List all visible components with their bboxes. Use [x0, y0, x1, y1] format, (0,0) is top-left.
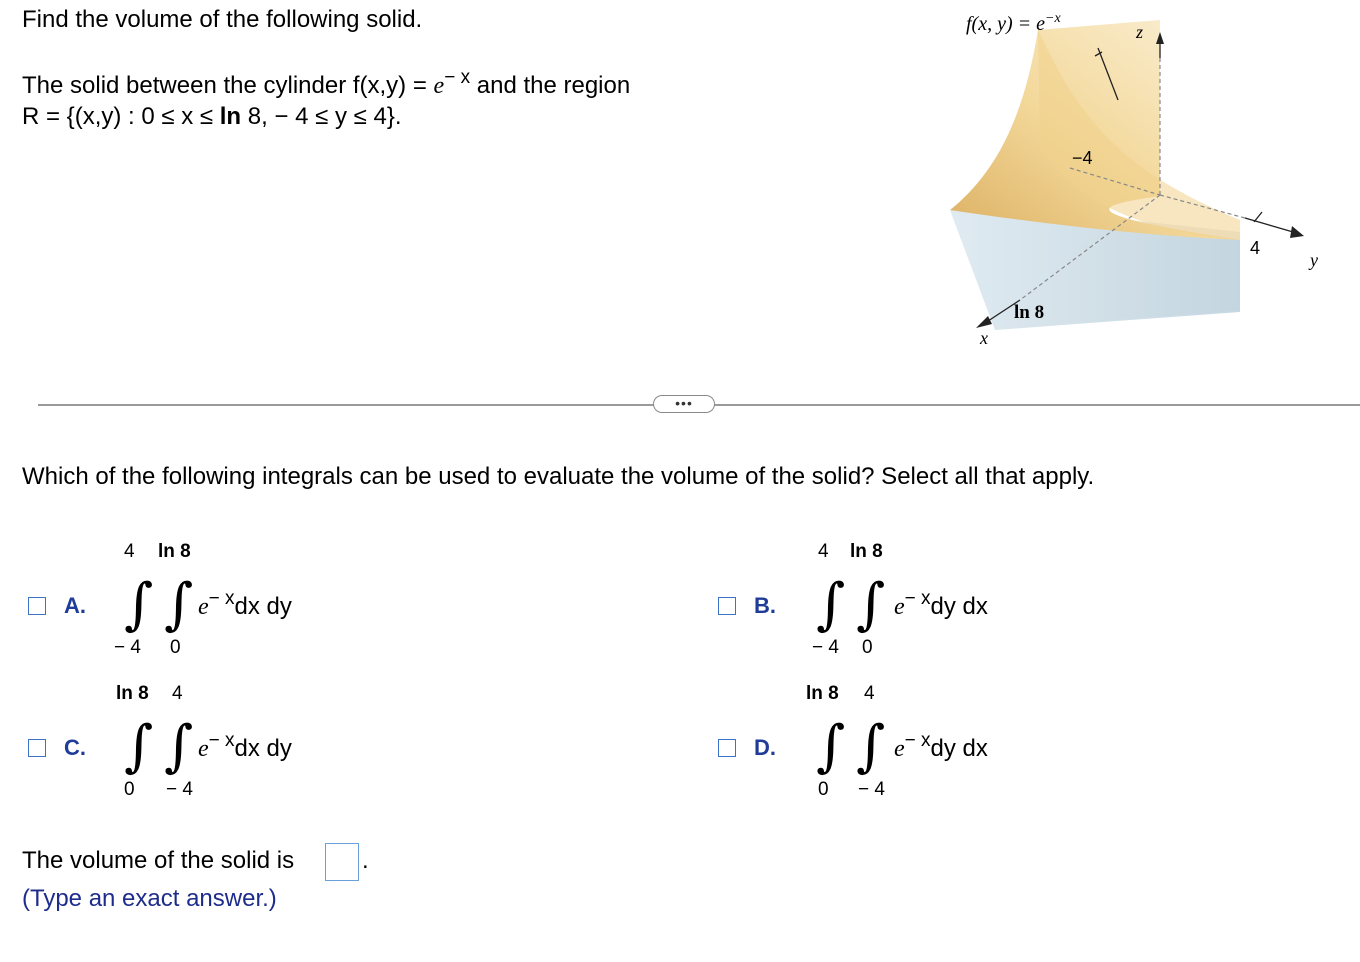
- option-c-inner-lower: − 4: [166, 779, 193, 800]
- solid-figure: [940, 0, 1360, 360]
- answer-hint: (Type an exact answer.): [22, 885, 277, 912]
- option-b-integrand: [894, 588, 988, 623]
- option-a-outer-upper: 4: [124, 541, 135, 562]
- option-c-inner-integral-icon: ∫: [164, 714, 194, 779]
- option-c-inner-upper: 4: [172, 683, 183, 704]
- option-a-checkbox[interactable]: [28, 597, 46, 615]
- option-a-integrand: [198, 588, 292, 623]
- option-c-outer-lower: 0: [124, 779, 135, 800]
- option-b-outer-integral-icon: ∫: [816, 572, 846, 637]
- option-b-letter: B.: [754, 593, 776, 618]
- option-d-inner-lower: − 4: [858, 779, 885, 800]
- option-b-diff: dy dx: [930, 593, 988, 620]
- option-a-inner-integral-icon: ∫: [164, 572, 194, 637]
- region-definition: [22, 103, 402, 131]
- question-prompt: Which of the following integrals can be used to evaluate the volume of the solid? Select all that apply.: [22, 463, 1095, 490]
- problem-title: Find the volume of the following solid.: [22, 6, 423, 33]
- desc-eq: =: [412, 72, 427, 99]
- option-b-e: e: [894, 594, 905, 620]
- option-d: [718, 681, 1038, 801]
- volume-answer-input[interactable]: [325, 843, 359, 881]
- option-c-exp: − x: [208, 730, 235, 751]
- region-suffix: − 4 ≤ y ≤ 4}.: [274, 103, 402, 130]
- option-b-inner-integral-icon: ∫: [856, 572, 886, 637]
- z-label: z: [1136, 22, 1144, 42]
- region-ln: ln: [219, 103, 242, 130]
- option-d-letter: D.: [754, 735, 776, 760]
- option-b-inner-upper: ln 8: [850, 541, 883, 562]
- option-a-inner-lower: 0: [170, 637, 181, 658]
- option-d-inner-upper: 4: [864, 683, 875, 704]
- option-d-diff: dy dx: [930, 735, 988, 762]
- option-b-outer-upper: 4: [818, 541, 829, 562]
- option-a-letter: A.: [64, 593, 86, 618]
- y-arrow-icon: [1290, 226, 1304, 238]
- expand-more-button[interactable]: •••: [653, 395, 715, 413]
- option-c-integrand: [198, 730, 292, 765]
- option-a-outer-lower: − 4: [114, 637, 141, 658]
- answer-label: The volume of the solid is: [22, 847, 295, 874]
- option-c-letter: C.: [64, 735, 86, 760]
- option-d-outer-integral-icon: ∫: [816, 714, 846, 779]
- option-c-checkbox[interactable]: [28, 739, 46, 757]
- y-label: y: [1310, 250, 1318, 270]
- option-b-outer-lower: − 4: [812, 637, 839, 658]
- option-b-inner-lower: 0: [862, 637, 873, 658]
- label-neg4: −4: [1072, 148, 1093, 168]
- option-a-diff: dx dy: [234, 593, 292, 620]
- option-d-checkbox[interactable]: [718, 739, 736, 757]
- option-a: [28, 539, 348, 659]
- option-d-outer-lower: 0: [818, 779, 829, 800]
- region-prefix: R = {(x,y) : 0 ≤ x ≤: [22, 103, 214, 130]
- option-c-e: e: [198, 736, 209, 762]
- option-b-exp: − x: [904, 588, 931, 609]
- option-a-inner-upper: ln 8: [158, 541, 191, 562]
- option-d-inner-integral-icon: ∫: [856, 714, 886, 779]
- answer-period: .: [362, 847, 369, 874]
- desc-part1: The solid between the cylinder f(x,y): [22, 72, 407, 99]
- option-c: [28, 681, 348, 801]
- option-d-integrand: [894, 730, 988, 765]
- option-d-outer-upper: ln 8: [806, 683, 839, 704]
- desc-e: e: [433, 73, 445, 99]
- option-b-checkbox[interactable]: [718, 597, 736, 615]
- func-label: f(x, $y) = e^{-x}$: [966, 11, 1061, 35]
- option-b: [718, 539, 1038, 659]
- option-d-exp: − x: [904, 730, 931, 751]
- desc-exp: − x: [444, 67, 471, 88]
- desc-part2: and the region: [476, 72, 631, 99]
- option-a-exp: − x: [208, 588, 235, 609]
- problem-description: [22, 67, 631, 102]
- option-a-e: e: [198, 594, 209, 620]
- option-c-diff: dx dy: [234, 735, 292, 762]
- label-ln8: ln 8: [1014, 302, 1045, 323]
- option-a-outer-integral-icon: ∫: [124, 572, 154, 637]
- option-c-outer-integral-icon: ∫: [124, 714, 154, 779]
- option-d-e: e: [894, 736, 905, 762]
- x-label: x: [980, 328, 988, 348]
- label-4: 4: [1250, 238, 1261, 258]
- y-tick: [1254, 212, 1262, 222]
- option-c-outer-upper: ln 8: [116, 683, 149, 704]
- region-ln-num: 8,: [247, 103, 268, 130]
- x-arrow-icon: [976, 316, 992, 328]
